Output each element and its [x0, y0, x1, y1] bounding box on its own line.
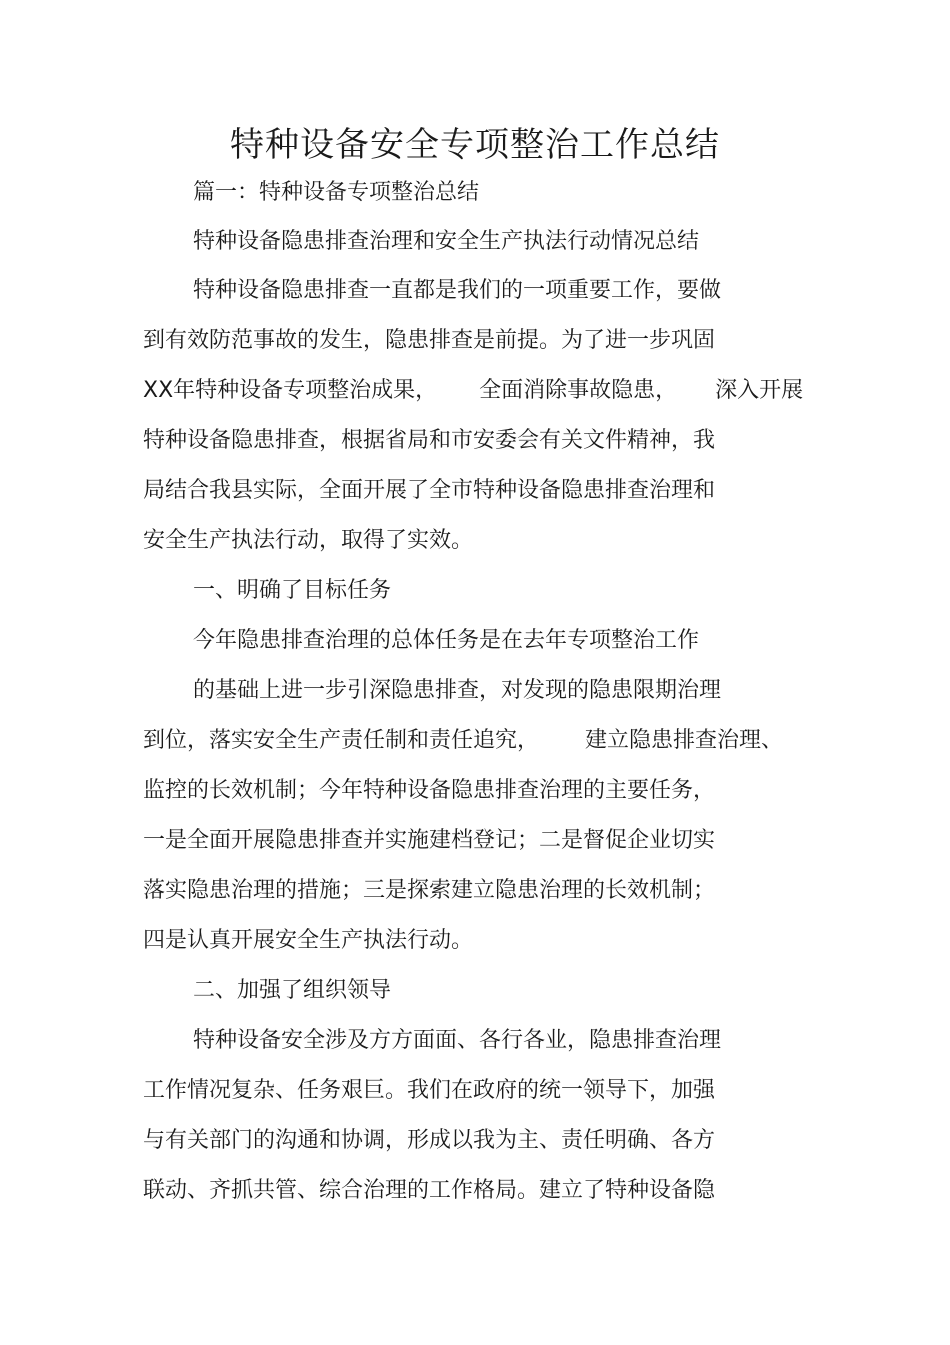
line-segment: 全面消除事故隐患，	[479, 378, 678, 403]
paragraph-line: 的基础上进一步引深隐患排查，对发现的隐患限期治理	[193, 678, 722, 703]
paragraph-line: 到有效防范事故的发生，隐患排查是前提。为了进一步巩固	[143, 328, 716, 353]
paragraph-line	[143, 376, 803, 406]
paragraph-line: 特种设备安全涉及方方面面、各行各业，隐患排查治理	[193, 1028, 722, 1053]
paragraph-line: 落实隐患治理的措施；三是探索建立隐患治理的长效机制；	[143, 878, 716, 903]
line-segment: 深入开展	[715, 378, 804, 403]
paragraph-line: 特种设备隐患排查一直都是我们的一项重要工作，要做	[193, 278, 722, 303]
subtitle: 特种设备隐患排查治理和安全生产执法行动情况总结	[193, 229, 700, 254]
paragraph-line: 联动、齐抓共管、综合治理的工作格局。建立了特种设备隐	[143, 1178, 716, 1203]
line-segment: 建立隐患排查治理、	[585, 728, 784, 753]
document-title: 特种设备安全专项整治工作总结	[230, 125, 720, 165]
paragraph-line: 一是全面开展隐患排查并实施建档登记；二是督促企业切实	[143, 828, 716, 853]
paragraph-line: 今年隐患排查治理的总体任务是在去年专项整治工作	[193, 628, 700, 653]
line-segment: 到位，落实安全生产责任制和责任追究，	[143, 728, 540, 753]
section-heading: 二、加强了组织领导	[193, 978, 392, 1003]
paragraph-line: 监控的长效机制；今年特种设备隐患排查治理的主要任务，	[143, 778, 716, 803]
line-segment: XX年特种设备专项整治成果，	[143, 378, 438, 403]
section-heading: 篇一：特种设备专项整治总结	[193, 180, 480, 205]
paragraph-line: 与有关部门的沟通和协调，形成以我为主、责任明确、各方	[143, 1128, 716, 1153]
paragraph-line: 特种设备隐患排查，根据省局和市安委会有关文件精神，我	[143, 428, 716, 453]
paragraph-line	[143, 726, 783, 756]
section-heading: 一、明确了目标任务	[193, 578, 392, 603]
paragraph-line: 局结合我县实际，全面开展了全市特种设备隐患排查治理和	[143, 478, 716, 503]
paragraph-line: 安全生产执法行动，取得了实效。	[143, 528, 474, 553]
paragraph-line: 工作情况复杂、任务艰巨。我们在政府的统一领导下，加强	[143, 1078, 716, 1103]
paragraph-line: 四是认真开展安全生产执法行动。	[143, 928, 474, 953]
